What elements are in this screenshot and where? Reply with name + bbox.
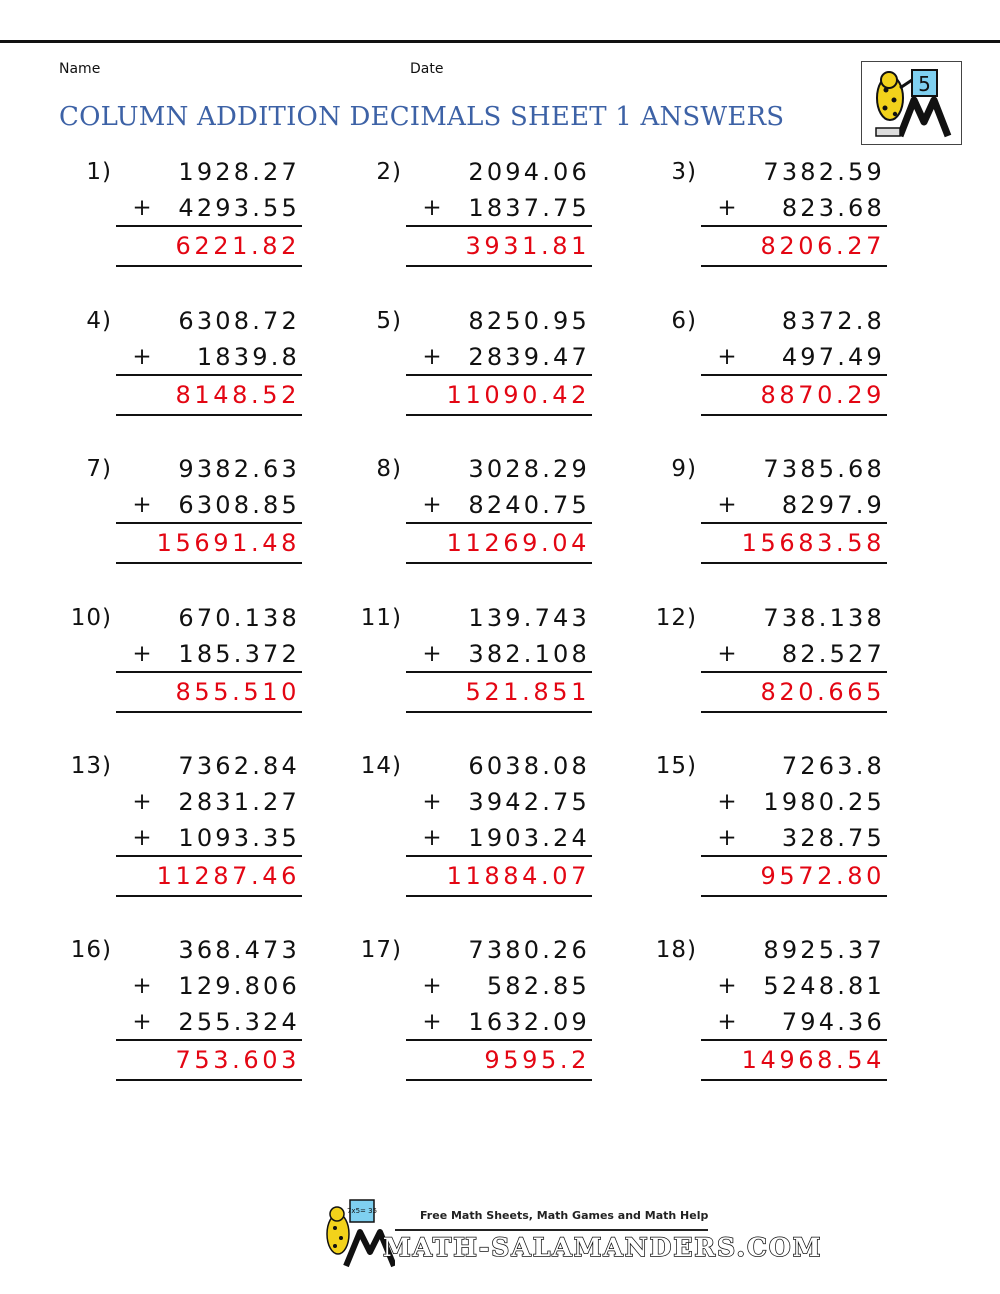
operand: 6308.72 [178,307,300,335]
operand: 823.68 [781,194,885,222]
operand: 7382.59 [763,158,885,186]
sum-line [406,522,592,524]
grade-logo [861,61,962,145]
operand: 7263.8 [781,752,885,780]
answer-underline [701,414,887,416]
plus-sign: + [717,825,737,851]
problem-number: 5) [376,308,402,334]
operand: 382.108 [468,640,590,668]
answer-underline [116,895,302,897]
answer-underline [116,265,302,267]
sum-line [406,855,592,857]
operand: 82.527 [781,640,885,668]
operand: 8297.9 [781,491,885,519]
plus-sign: + [132,789,152,815]
answer: 11090.42 [446,381,590,409]
plus-sign: + [717,641,737,667]
operand: 8372.8 [781,307,885,335]
plus-sign: + [422,789,442,815]
operand: 129.806 [178,972,300,1000]
problem [622,155,922,285]
problem-number: 1) [86,159,112,185]
answer: 753.603 [175,1046,300,1074]
sum-line [406,225,592,227]
answer-underline [701,265,887,267]
problem-number: 17) [360,937,402,963]
name-label: Name [59,61,101,77]
answer: 15683.58 [741,529,885,557]
footer-logo-text: 7x5= 35 [346,1207,378,1215]
problem-number: 3) [671,159,697,185]
sum-line [116,374,302,376]
date-label: Date [410,61,444,77]
answer-underline [701,711,887,713]
answer: 14968.54 [741,1046,885,1074]
plus-sign: + [422,1009,442,1035]
operand: 6038.08 [468,752,590,780]
operand: 497.49 [781,343,885,371]
problem [327,304,627,434]
salamander-grade-icon [862,62,961,144]
answer-underline [406,1079,592,1081]
plus-sign: + [132,973,152,999]
operand: 7385.68 [763,455,885,483]
plus-sign: + [422,641,442,667]
problem-number: 16) [70,937,112,963]
operand: 4293.55 [178,194,300,222]
operand: 9382.63 [178,455,300,483]
problem-number: 9) [671,456,697,482]
sum-line [701,374,887,376]
problem-number: 11) [360,605,402,631]
plus-sign: + [717,973,737,999]
operand: 139.743 [468,604,590,632]
operand: 185.372 [178,640,300,668]
operand: 1632.09 [468,1008,590,1036]
operand: 8240.75 [468,491,590,519]
problem-number: 8) [376,456,402,482]
answer: 9572.80 [760,862,885,890]
plus-sign: + [132,825,152,851]
problem [327,933,627,1074]
problem [622,452,922,582]
answer-underline [406,265,592,267]
operand: 2839.47 [468,343,590,371]
sum-line [116,1039,302,1041]
answer: 11287.46 [156,862,300,890]
plus-sign: + [422,195,442,221]
operand: 5248.81 [763,972,885,1000]
answer: 820.665 [760,678,885,706]
operand: 368.473 [178,936,300,964]
plus-sign: + [132,1009,152,1035]
problem [37,452,337,582]
operand: 794.36 [781,1008,885,1036]
problem [327,452,627,582]
problem [327,155,627,285]
operand: 3942.75 [468,788,590,816]
answer-underline [701,562,887,564]
operand: 1837.75 [468,194,590,222]
answer: 11269.04 [446,529,590,557]
sum-line [406,374,592,376]
plus-sign: + [717,1009,737,1035]
answer: 9595.2 [484,1046,590,1074]
operand: 255.324 [178,1008,300,1036]
problem [37,933,337,1074]
sum-line [701,1039,887,1041]
operand: 3028.29 [468,455,590,483]
problem [37,749,337,890]
sum-line [406,671,592,673]
plus-sign: + [422,344,442,370]
plus-sign: + [422,825,442,851]
problem [622,749,922,890]
answer-underline [406,711,592,713]
plus-sign: + [132,344,152,370]
problem-number: 12) [655,605,697,631]
top-rule [0,40,1000,43]
answer-underline [116,1079,302,1081]
operand: 2831.27 [178,788,300,816]
operand: 1093.35 [178,824,300,852]
operand: 6308.85 [178,491,300,519]
plus-sign: + [717,344,737,370]
answer: 6221.82 [175,232,300,260]
answer: 15691.48 [156,529,300,557]
problem [37,155,337,285]
problem-number: 2) [376,159,402,185]
answer: 3931.81 [465,232,590,260]
sum-line [116,855,302,857]
operand: 8925.37 [763,936,885,964]
sum-line [701,225,887,227]
answer-underline [116,562,302,564]
operand: 670.138 [178,604,300,632]
operand: 582.85 [486,972,590,1000]
sum-line [701,855,887,857]
sum-line [116,225,302,227]
problem-number: 4) [86,308,112,334]
operand: 7362.84 [178,752,300,780]
operand: 2094.06 [468,158,590,186]
problem-number: 18) [655,937,697,963]
problem [327,749,627,890]
answer-underline [116,414,302,416]
footer-rule [395,1229,708,1231]
problem-number: 13) [70,753,112,779]
problem [37,304,337,434]
answer-underline [701,895,887,897]
problem-number: 7) [86,456,112,482]
operand: 1928.27 [178,158,300,186]
answer-underline [406,414,592,416]
answer-underline [116,711,302,713]
plus-sign: + [717,789,737,815]
operand: 1903.24 [468,824,590,852]
problem [327,601,627,731]
answer: 521.851 [465,678,590,706]
plus-sign: + [132,492,152,518]
problem [37,601,337,731]
answer: 11884.07 [446,862,590,890]
answer: 8870.29 [760,381,885,409]
page-title: COLUMN ADDITION DECIMALS SHEET 1 ANSWERS [59,102,785,132]
operand: 1980.25 [763,788,885,816]
problem-number: 14) [360,753,402,779]
operand: 7380.26 [468,936,590,964]
plus-sign: + [422,973,442,999]
sum-line [116,671,302,673]
sum-line [701,671,887,673]
footer-tagline: Free Math Sheets, Math Games and Math Help [420,1209,709,1222]
problem [622,304,922,434]
problem [622,601,922,731]
answer-underline [701,1079,887,1081]
plus-sign: + [132,195,152,221]
answer: 855.510 [175,678,300,706]
operand: 328.75 [781,824,885,852]
problem-number: 15) [655,753,697,779]
footer-brand: MATH-SALAMANDERS.COM [383,1233,823,1262]
answer-underline [406,895,592,897]
answer: 8148.52 [175,381,300,409]
operand: 738.138 [763,604,885,632]
plus-sign: + [422,492,442,518]
problem-number: 10) [70,605,112,631]
sum-line [406,1039,592,1041]
plus-sign: + [717,195,737,221]
answer: 8206.27 [760,232,885,260]
sum-line [116,522,302,524]
operand: 1839.8 [196,343,300,371]
problem [622,933,922,1074]
problem-number: 6) [671,308,697,334]
plus-sign: + [717,492,737,518]
plus-sign: + [132,641,152,667]
answer-underline [406,562,592,564]
sum-line [701,522,887,524]
operand: 8250.95 [468,307,590,335]
logo-digit: 5 [918,72,931,96]
